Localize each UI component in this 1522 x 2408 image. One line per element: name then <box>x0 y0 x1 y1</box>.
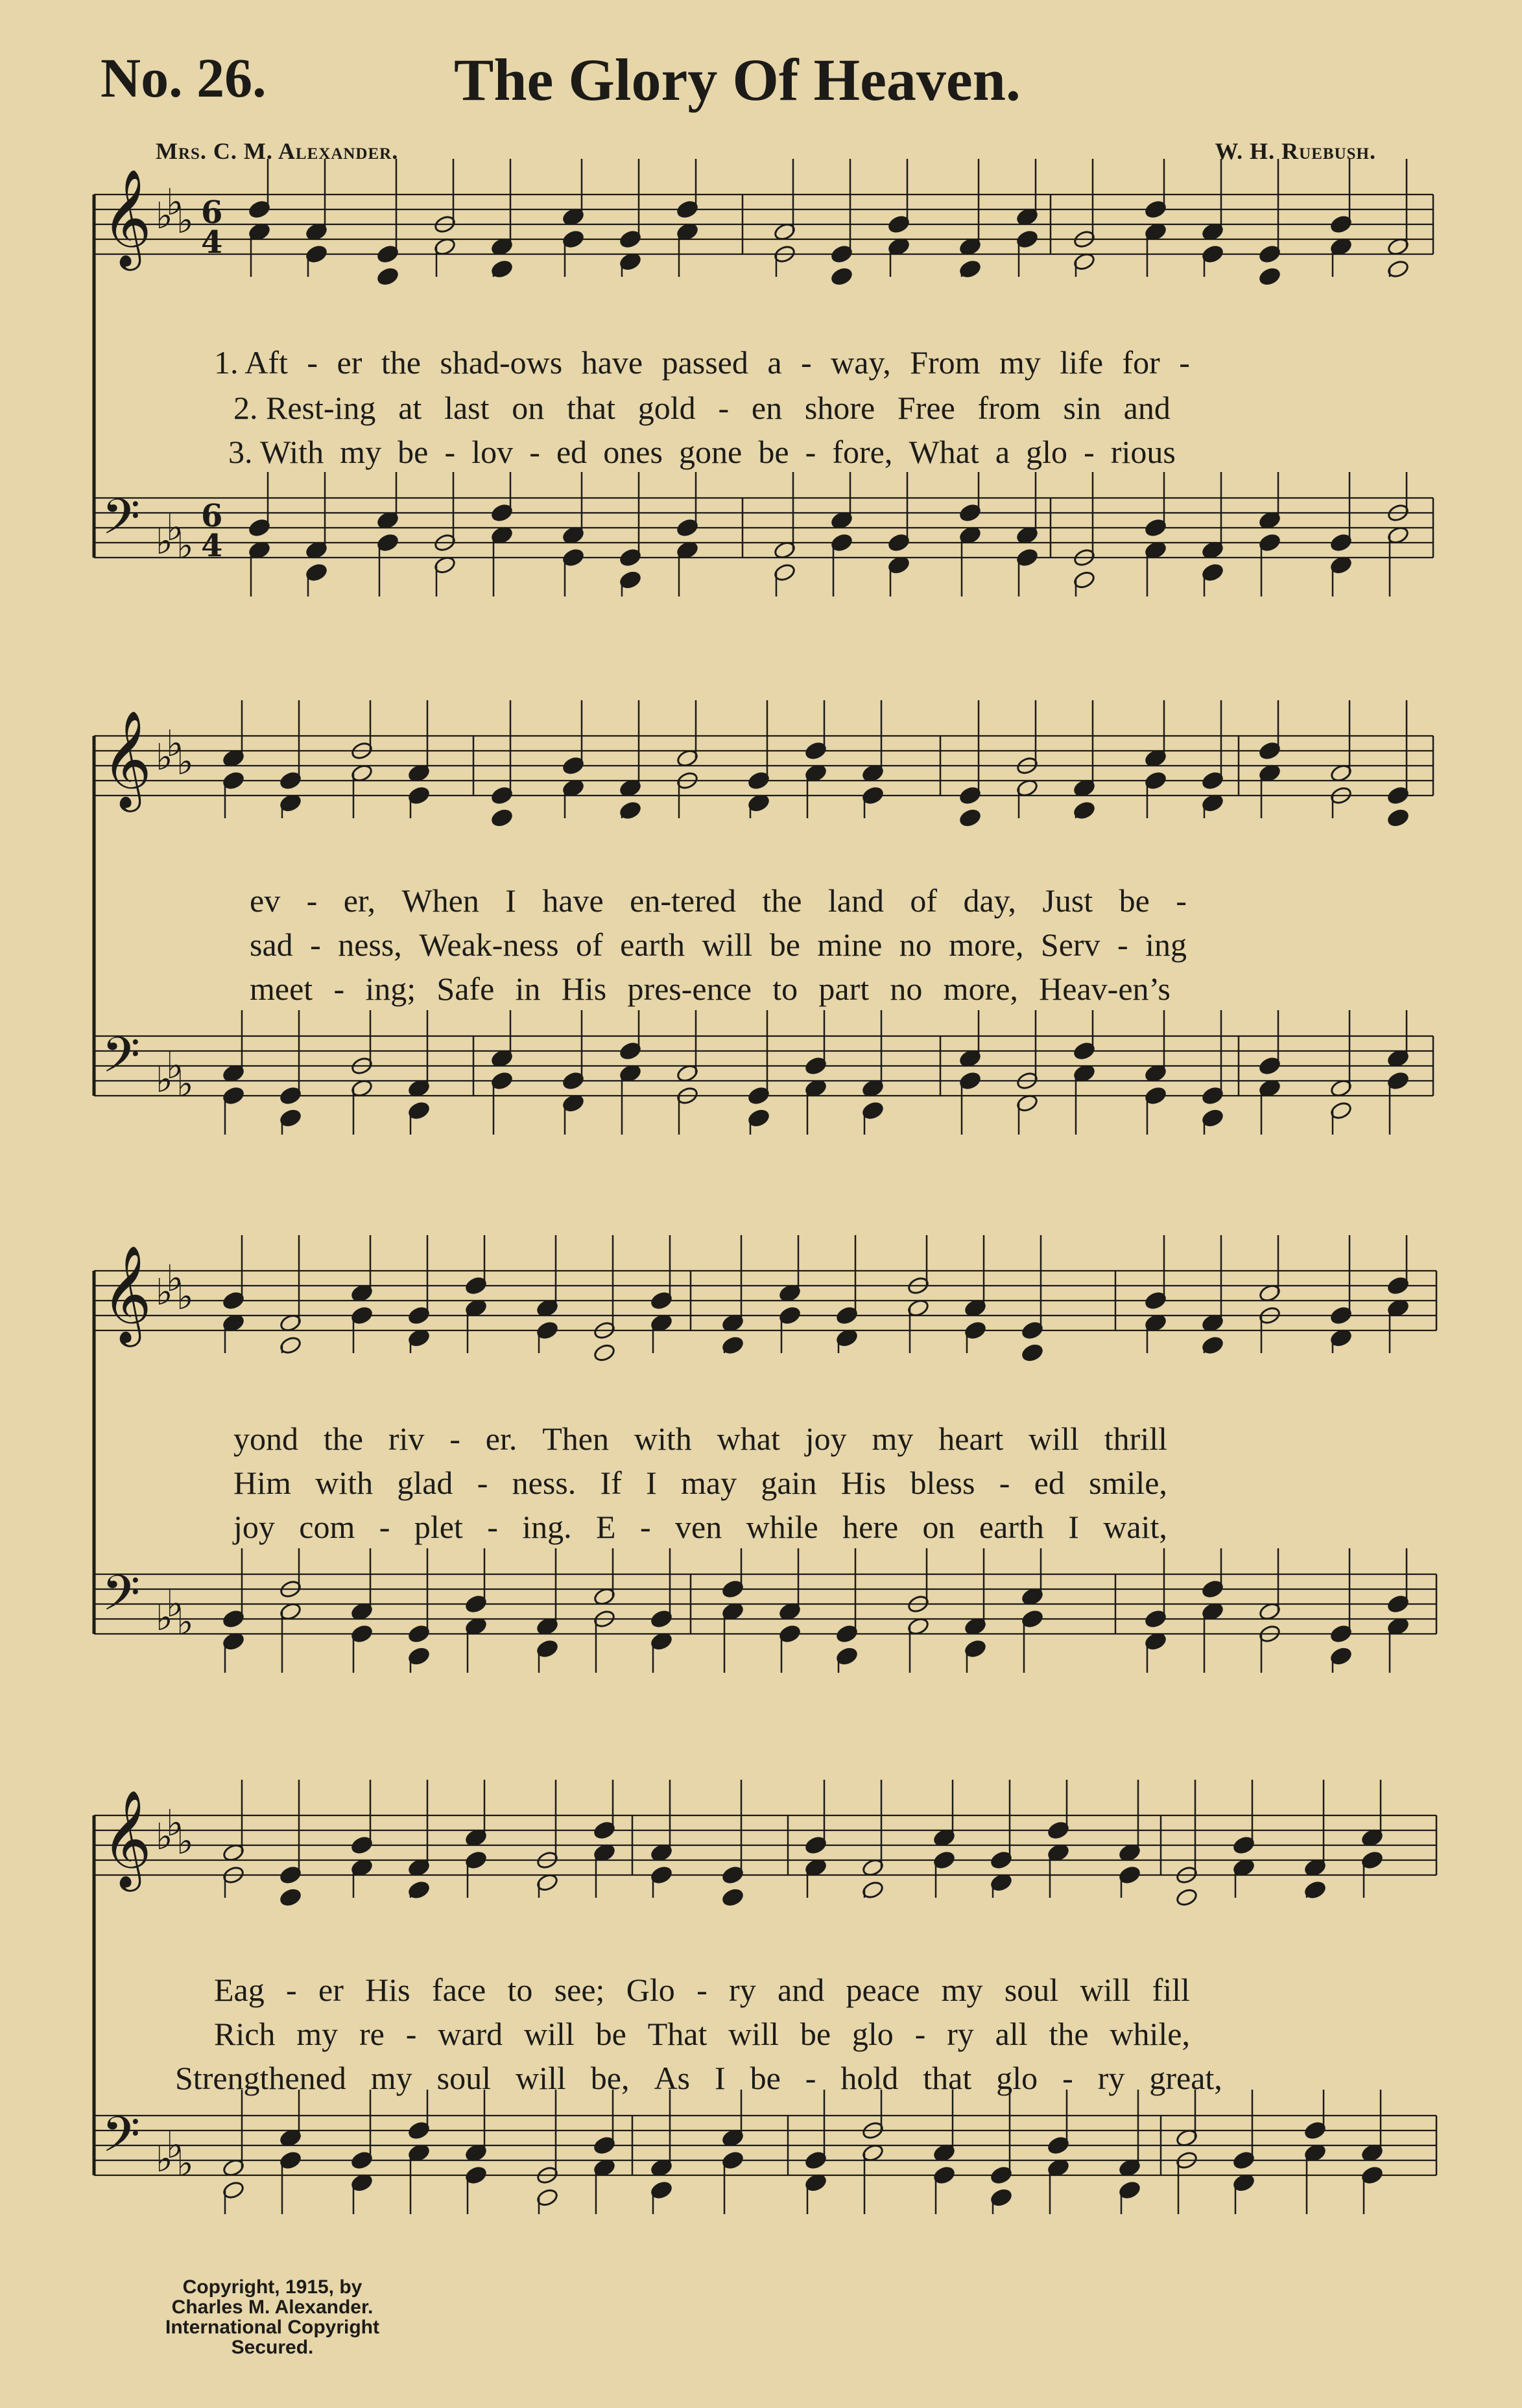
lyric-syllable: of <box>910 882 938 919</box>
lyric-syllable: en-tered <box>630 882 736 919</box>
lyric-syllable: Strengthened <box>175 2060 346 2096</box>
lyric-syllable: ness. <box>512 1465 577 1501</box>
lyric-syllable: be <box>769 927 800 963</box>
lyric-syllable: If <box>600 1465 622 1501</box>
flat-sign-icon: ♭ <box>166 182 184 224</box>
time-signature-bottom: 4 <box>201 528 223 564</box>
time-signature-top: 6 <box>201 498 223 534</box>
lyric-syllable: my <box>370 2060 412 2096</box>
lyric-syllable: peace <box>846 1972 920 2008</box>
lyric-syllable: mine <box>817 927 883 963</box>
lyric-syllable: be <box>595 2016 626 2052</box>
flat-sign-icon: ♭ <box>166 1258 184 1300</box>
lyric-syllable: on <box>922 1509 955 1545</box>
lyric-syllable: life <box>1060 344 1104 381</box>
time-signature-bottom: 4 <box>201 224 223 261</box>
lyric-syllable: When <box>401 882 479 919</box>
lyric-syllable: As <box>654 2060 691 2096</box>
lyric-syllable: passed <box>661 344 748 381</box>
bass-clef-icon: 𝄢 <box>102 1026 141 1096</box>
lyric-syllable: Rich <box>214 2016 276 2052</box>
lyric-syllable: with <box>634 1421 692 1457</box>
lyric-syllable: Heav-en’s <box>1039 971 1171 1007</box>
composer-credit: W. H. Ruebush. <box>1215 138 1376 164</box>
lyric-syllable: - <box>405 2016 417 2052</box>
flat-sign-icon: ♭ <box>156 1816 173 1858</box>
treble-clef-icon: 𝄞 <box>102 709 152 808</box>
lyric-syllable: - <box>379 1509 390 1545</box>
flat-sign-icon: ♭ <box>156 195 173 237</box>
lyric-syllable: the <box>762 882 802 919</box>
lyric-syllable: re <box>359 2016 385 2052</box>
lyric-syllable: - <box>477 1465 488 1501</box>
lyric-syllable: glo <box>1026 434 1068 470</box>
lyric-syllable: I <box>714 2060 726 2096</box>
lyric-syllable: for <box>1122 344 1160 381</box>
lyric-syllable: - <box>529 434 540 470</box>
lyric-syllable: - <box>801 344 812 381</box>
lyric-syllable: ness, <box>338 927 402 963</box>
copyright-line: International Copyright Secured. <box>165 2317 379 2358</box>
lyric-syllable: my <box>872 1421 914 1457</box>
lyric-syllable: the <box>381 344 421 381</box>
lyric-line-verse-3 <box>228 433 1176 471</box>
flat-sign-icon: ♭ <box>156 1059 173 1101</box>
lyric-syllable: will <box>516 2060 566 2096</box>
treble-clef-icon: 𝄞 <box>102 168 152 266</box>
lyric-syllable: yond <box>233 1421 298 1457</box>
lyric-syllable: no <box>890 971 923 1007</box>
lyric-syllable: gone <box>679 434 743 470</box>
lyric-syllable: His <box>561 971 607 1007</box>
lyric-syllable: glad <box>397 1465 453 1501</box>
lyric-syllable: er <box>318 1972 344 2008</box>
lyric-line-verse-1 <box>214 1971 1190 2009</box>
lyric-syllable: ven <box>675 1509 722 1545</box>
lyric-syllable: I <box>646 1465 657 1501</box>
lyric-syllable: that <box>923 2060 972 2096</box>
lyric-syllable: What <box>909 434 979 470</box>
lyric-syllable: face <box>431 1972 486 2008</box>
lyric-syllable: - <box>310 927 321 963</box>
lyric-syllable: - <box>1062 2060 1073 2096</box>
lyric-syllable: my <box>941 1972 983 2008</box>
lyric-syllable: no <box>899 927 932 963</box>
lyric-line-verse-2 <box>250 926 1187 963</box>
lyric-syllable: be <box>758 434 789 470</box>
flat-sign-icon: ♭ <box>156 1597 173 1639</box>
lyric-syllable: see; <box>554 1972 605 2008</box>
flat-sign-icon: ♭ <box>176 200 194 242</box>
lyric-syllable: be <box>1119 882 1150 919</box>
lyric-syllable: shore <box>804 390 875 426</box>
lyric-syllable: Eag <box>214 1972 265 2008</box>
lyric-syllable: the <box>323 1421 363 1457</box>
lyric-syllable: com <box>299 1509 355 1545</box>
lyric-syllable: thrill <box>1104 1421 1167 1457</box>
lyric-syllable: gain <box>761 1465 817 1501</box>
lyric-syllable: a <box>995 434 1010 470</box>
lyric-syllable: ing <box>1145 927 1187 963</box>
lyric-syllable: shad-ows <box>440 344 563 381</box>
lyric-syllable: 2. Rest-ing <box>233 390 376 426</box>
lyric-syllable: wait, <box>1103 1509 1167 1545</box>
lyric-syllable: - <box>1084 434 1095 470</box>
lyric-line-verse-2 <box>233 389 1171 427</box>
lyric-syllable: - <box>444 434 456 470</box>
lyric-syllable: - <box>639 1509 651 1545</box>
lyric-syllable: will <box>1029 1421 1079 1457</box>
copyright-notice <box>136 2277 409 2357</box>
lyric-syllable: in <box>515 971 541 1007</box>
lyric-syllable: part <box>818 971 870 1007</box>
lyric-syllable: soul <box>1004 1972 1059 2008</box>
flat-sign-icon: ♭ <box>166 1045 184 1087</box>
lyric-syllable: joy <box>233 1509 275 1545</box>
lyric-syllable: 3. With <box>228 434 324 470</box>
lyric-syllable: my <box>340 434 382 470</box>
lyric-syllable: land <box>827 882 884 919</box>
lyric-line-verse-2 <box>233 1464 1167 1502</box>
lyric-syllable: with <box>315 1465 374 1501</box>
lyric-line-verse-2 <box>214 2015 1190 2053</box>
bass-clef-icon: 𝄢 <box>102 488 141 558</box>
lyric-syllable: fore, <box>832 434 893 470</box>
lyric-line-verse-3 <box>250 970 1171 1008</box>
hymn-number: No. 26. <box>101 47 267 109</box>
lyric-syllable: from <box>977 390 1041 426</box>
lyric-syllable: er <box>337 344 363 381</box>
lyric-syllable: Serv <box>1040 927 1100 963</box>
lyric-syllable: 1. Aft <box>214 344 288 381</box>
lyric-line-verse-3 <box>233 1508 1167 1546</box>
lyric-syllable: - <box>449 1421 460 1457</box>
lyric-syllable: - <box>999 1465 1010 1501</box>
flat-sign-icon: ♭ <box>176 2143 194 2185</box>
lyric-syllable: gold <box>637 390 696 426</box>
lyric-syllable: - <box>306 882 318 919</box>
flat-sign-icon: ♭ <box>156 521 173 563</box>
lyric-syllable: earth <box>620 927 685 963</box>
lyric-syllable: ing. <box>522 1509 572 1545</box>
treble-clef-icon: 𝄞 <box>102 1789 152 1887</box>
lyric-syllable: be <box>750 2060 781 2096</box>
bass-clef-icon: 𝄢 <box>102 1564 141 1634</box>
lyric-syllable: pres-ence <box>627 971 752 1007</box>
lyric-syllable: heart <box>938 1421 1004 1457</box>
lyric-syllable: may <box>681 1465 737 1501</box>
lyric-syllable: and <box>778 1972 825 2008</box>
hymn-title: The Glory Of Heaven. <box>454 47 1021 113</box>
lyric-syllable: ry <box>947 2016 974 2052</box>
lyric-syllable: here <box>842 1509 899 1545</box>
flat-sign-icon: ♭ <box>166 723 184 765</box>
lyric-syllable: be, <box>590 2060 630 2096</box>
lyric-syllable: er, <box>343 882 376 919</box>
lyric-syllable: ward <box>438 2016 503 2052</box>
lyric-syllable: - <box>1176 882 1187 919</box>
lyric-syllable: Just <box>1042 882 1093 919</box>
lyric-syllable: From <box>910 344 981 381</box>
lyric-line-verse-1 <box>250 882 1187 919</box>
lyric-syllable: I <box>1068 1509 1079 1545</box>
lyric-syllable: - <box>805 2060 816 2096</box>
lyric-syllable: more, <box>943 971 1018 1007</box>
lyric-syllable: glo <box>996 2060 1038 2096</box>
lyric-syllable: - <box>914 2016 926 2052</box>
lyricist-credit: Mrs. C. M. Alexander. <box>156 138 399 164</box>
lyric-syllable: to <box>507 1972 533 2008</box>
lyric-syllable: will <box>728 2016 779 2052</box>
lyric-syllable: His <box>365 1972 410 2008</box>
lyric-syllable: His <box>840 1465 886 1501</box>
lyric-syllable: my <box>296 2016 339 2052</box>
flat-sign-icon: ♭ <box>166 1802 184 1845</box>
lyric-syllable: - <box>307 344 318 381</box>
flat-sign-icon: ♭ <box>156 1271 173 1314</box>
lyric-syllable: Safe <box>436 971 495 1007</box>
lyric-syllable: - <box>718 390 730 426</box>
lyric-syllable: Free <box>897 390 955 426</box>
lyric-syllable: rious <box>1110 434 1176 470</box>
time-signature-top: 6 <box>201 195 223 231</box>
lyric-line-verse-3 <box>175 2059 1222 2097</box>
lyric-syllable: soul <box>436 2060 492 2096</box>
copyright-line: Charles M. Alexander. <box>171 2296 374 2318</box>
flat-sign-icon: ♭ <box>166 2125 184 2167</box>
lyric-syllable: - <box>333 971 345 1007</box>
lyric-syllable: all <box>995 2016 1028 2052</box>
lyric-syllable: - <box>1117 927 1128 963</box>
lyric-syllable: E <box>596 1509 616 1545</box>
lyric-syllable: more, <box>949 927 1024 963</box>
flat-sign-icon: ♭ <box>166 507 184 549</box>
lyric-syllable: joy <box>805 1421 847 1457</box>
lyric-syllable: of <box>576 927 603 963</box>
lyric-syllable: riv <box>388 1421 425 1457</box>
lyric-syllable: will <box>1080 1972 1131 2008</box>
lyric-syllable: en <box>751 390 783 426</box>
lyric-syllable: the <box>1049 2016 1089 2052</box>
lyric-syllable: Him <box>233 1465 291 1501</box>
bass-clef-icon: 𝄢 <box>102 2106 141 2175</box>
flat-sign-icon: ♭ <box>176 1821 194 1863</box>
lyric-syllable: ev <box>250 882 281 919</box>
lyric-syllable: Then <box>542 1421 609 1457</box>
lyric-syllable: ry <box>729 1972 756 2008</box>
flat-sign-icon: ♭ <box>166 1583 184 1625</box>
lyric-syllable: sad <box>250 927 293 963</box>
flat-sign-icon: ♭ <box>176 1063 194 1105</box>
flat-sign-icon: ♭ <box>176 1601 194 1644</box>
lyric-syllable: fill <box>1152 1972 1190 2008</box>
lyric-syllable: that <box>567 390 616 426</box>
lyric-syllable: That <box>647 2016 707 2052</box>
lyric-syllable: glo <box>851 2016 894 2052</box>
flat-sign-icon: ♭ <box>176 741 194 783</box>
lyric-syllable: and <box>1123 390 1171 426</box>
lyric-syllable: my <box>999 344 1041 381</box>
lyric-syllable: Glo <box>626 1972 675 2008</box>
lyric-syllable: be <box>398 434 429 470</box>
lyric-syllable: Weak-ness <box>419 927 559 963</box>
flat-sign-icon: ♭ <box>156 2138 173 2180</box>
lyric-syllable: lov <box>471 434 514 470</box>
flat-sign-icon: ♭ <box>176 1276 194 1318</box>
lyric-syllable: while, <box>1110 2016 1190 2052</box>
lyric-syllable: - <box>805 434 816 470</box>
flat-sign-icon: ♭ <box>156 737 173 779</box>
lyric-syllable: hold <box>840 2060 899 2096</box>
lyric-syllable: ry <box>1097 2060 1125 2096</box>
copyright-line: Copyright, 1915, by <box>182 2276 363 2298</box>
lyric-syllable: - <box>1179 344 1190 381</box>
lyric-syllable: a <box>767 344 782 381</box>
treble-clef-icon: 𝄞 <box>102 1244 152 1343</box>
lyric-syllable: - <box>286 1972 297 2008</box>
lyric-syllable: have <box>581 344 643 381</box>
lyric-syllable: ed <box>556 434 588 470</box>
lyric-syllable: plet <box>414 1509 463 1545</box>
lyric-syllable: what <box>717 1421 780 1457</box>
lyric-syllable: ed <box>1034 1465 1065 1501</box>
lyric-syllable: will <box>702 927 753 963</box>
lyric-syllable: great, <box>1149 2060 1222 2096</box>
lyric-syllable: be <box>800 2016 831 2052</box>
lyric-syllable: at <box>398 390 422 426</box>
lyric-syllable: day, <box>963 882 1016 919</box>
lyric-syllable: sin <box>1063 390 1101 426</box>
lyric-syllable: I <box>505 882 516 919</box>
lyric-syllable: ones <box>603 434 663 470</box>
lyric-syllable: earth <box>979 1509 1044 1545</box>
lyric-syllable: ing; <box>365 971 416 1007</box>
flat-sign-icon: ♭ <box>176 525 194 567</box>
lyric-syllable: last <box>444 390 490 426</box>
lyric-line-verse-1 <box>233 1420 1167 1458</box>
lyric-syllable: way, <box>831 344 891 381</box>
lyric-syllable: on <box>512 390 545 426</box>
lyric-syllable: have <box>542 882 604 919</box>
lyric-syllable: meet <box>250 971 313 1007</box>
lyric-syllable: er. <box>485 1421 517 1457</box>
lyric-syllable: smile, <box>1089 1465 1167 1501</box>
lyric-syllable: to <box>772 971 798 1007</box>
lyric-syllable: while <box>746 1509 818 1545</box>
lyric-syllable: will <box>524 2016 575 2052</box>
lyric-line-verse-1 <box>214 344 1190 381</box>
lyric-syllable: - <box>696 1972 707 2008</box>
lyric-syllable: bless <box>910 1465 975 1501</box>
lyric-syllable: - <box>487 1509 498 1545</box>
